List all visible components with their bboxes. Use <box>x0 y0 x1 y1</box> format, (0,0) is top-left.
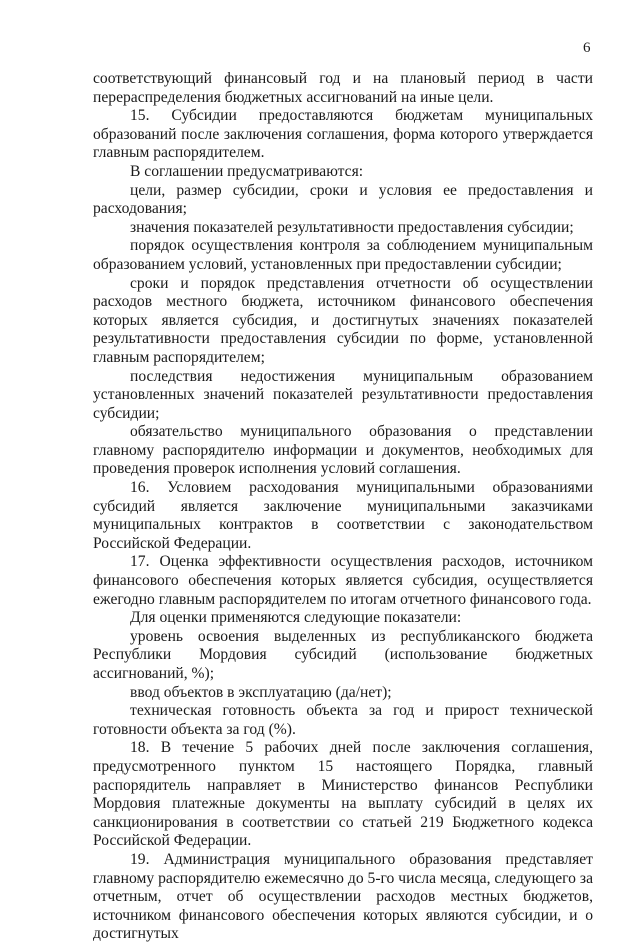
paragraph: 15. Субсидии предоставляются бюджетам муниципальных образований после заключения соглашения, форма которого утверждается главным распорядителем. <box>93 107 593 162</box>
paragraph: порядок осуществления контроля за соблюдением муниципальным образованием условий, установленных при предоставлении субсидии; <box>93 237 593 273</box>
paragraph: 16. Условием расходования муниципальными образованиями субсидий является заключение муниципальными заказчиками муниципальных контрактов в соответствии с законодательством Российской Федерации. <box>93 479 593 552</box>
document-body <box>93 70 593 944</box>
paragraph: ввод объектов в эксплуатацию (да/нет); <box>130 683 392 701</box>
paragraph: соответствующий финансовый год и на плановый период в части перераспределения бюджетных ассигнований на иные цели. <box>93 70 593 106</box>
paragraph: цели, размер субсидии, сроки и условия ее предоставления и расходования; <box>93 181 593 218</box>
paragraph: техническая готовность объекта за год и прирост технической готовности объекта за год (%). <box>93 702 593 738</box>
paragraph: обязательство муниципального образования о представлении главному распорядителю информации и документов, необходимых для проведения проверок исполнения условий соглашения. <box>93 423 593 478</box>
paragraph: 17. Оценка эффективности осуществления расходов, источником финансового обеспечения которых является субсидия, осуществляется ежегодно главным распорядителем по итогам отчетного финансового года. <box>93 553 593 608</box>
paragraph: последствия недостижения муниципальным образованием установленных значений показателей результативности предоставления субсидии; <box>93 367 593 422</box>
paragraph: значения показателей результативности предоставления субсидии; <box>130 218 574 236</box>
paragraph: 19. Администрация муниципального образования представляет главному распорядителю ежемесячно до 5-го числа месяца, следующего за отчетным, отчет об осуществлении расходов местных бюджетов, источником финансового обеспечения которых являются субсидии, и о достигнутых <box>93 850 593 943</box>
paragraph: сроки и порядок представления отчетности об осуществлении расходов местного бюджета, источником финансового обеспечения которых является субсидия, и достигнутых значениях показателей результативности предоставления субсидии по форме, установленной главным распорядителем; <box>93 274 593 366</box>
paragraph: В соглашении предусматриваются: <box>130 162 364 180</box>
paragraph: уровень освоения выделенных из республиканского бюджета Республики Мордовия субсидий (использование бюджетных ассигнований, %); <box>93 627 593 682</box>
paragraph: 18. В течение 5 рабочих дней после заключения соглашения, предусмотренного пунктом 15 настоящего Порядка, главный распорядитель направляет в Министерство финансов Республики Мордовия платежные документы на выплату субсидий в целях их санкционирования в соответствии со статьей 219 Бюджетного кодекса Российской Федерации. <box>93 739 593 850</box>
paragraph: Для оценки применяются следующие показатели: <box>130 609 462 627</box>
page-number: 6 <box>583 40 591 56</box>
